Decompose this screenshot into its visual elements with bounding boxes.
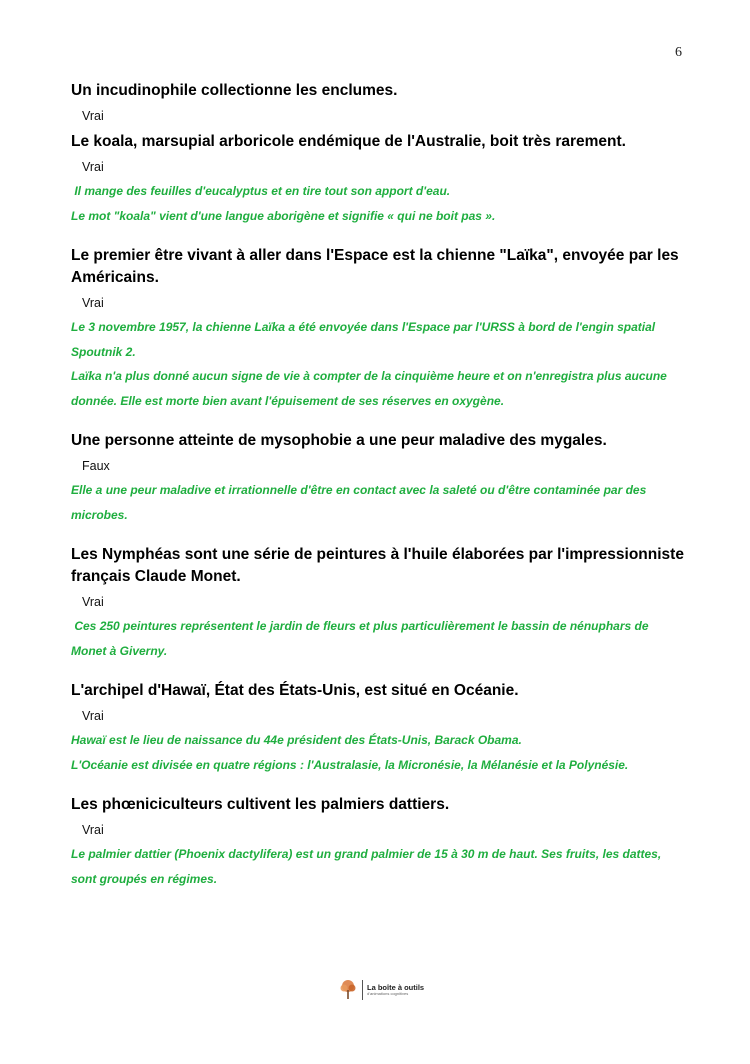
answer-text: Vrai xyxy=(82,595,104,609)
answer-text: Vrai xyxy=(82,296,104,310)
quiz-item xyxy=(71,80,686,125)
explanation-text: Elle a une peur maladive et irrationnelle d'être en contact avec la saleté ou d'être contaminée par des microbes. xyxy=(71,483,647,522)
answer-text: Vrai xyxy=(82,160,104,174)
explanation-text: Hawaï est le lieu de naissance du 44e président des États-Unis, Barack Obama. xyxy=(71,733,522,747)
question-text: Une personne atteinte de mysophobie a une peur maladive des mygales. xyxy=(71,432,607,449)
answer-text: Vrai xyxy=(82,823,104,837)
explanation-text: Il mange des feuilles d'eucalyptus et en tire tout son apport d'eau. xyxy=(71,184,451,198)
quiz-item xyxy=(71,794,686,891)
quiz-item xyxy=(71,680,686,777)
quiz-item xyxy=(71,131,686,228)
explanation-text: Laïka n'a plus donné aucun signe de vie à compter de la cinquième heure et on n'enregistra plus aucune donnée. Elle est morte bien avant l'épuisement de ses réserves en oxygène. xyxy=(71,369,667,408)
explanation-text: Le 3 novembre 1957, la chienne Laïka a été envoyée dans l'Espace par l'URSS à bord de l'engin spatial Spoutnik 2. xyxy=(71,320,656,359)
quiz-item xyxy=(71,544,686,663)
question-text: L'archipel d'Hawaï, État des États-Unis, est situé en Océanie. xyxy=(71,682,519,699)
question-text: Le koala, marsupial arboricole endémique de l'Australie, boit très rarement. xyxy=(71,133,626,150)
logo-divider xyxy=(362,980,363,1000)
quiz-item xyxy=(71,430,686,527)
logo-subtitle: d'animations cognitives xyxy=(367,991,409,997)
tree-icon xyxy=(338,979,358,1001)
quiz-content xyxy=(71,80,686,891)
explanation-text: L'Océanie est divisée en quatre régions : l'Australasie, la Micronésie, la Mélanésie et la Polynésie. xyxy=(71,757,629,772)
explanation-text: Le palmier dattier (Phoenix dactylifera) est un grand palmier de 15 à 30 m de haut. Ses fruits, les dattes, sont groupés en régimes. xyxy=(71,847,662,886)
logo-title: La boîte à outils xyxy=(367,982,425,992)
answer-text: Faux xyxy=(82,459,110,473)
question-text: Les phœniciculteurs cultivent les palmiers dattiers. xyxy=(71,796,450,813)
explanation-text: Ces 250 peintures représentent le jardin de fleurs et plus particulièrement le bassin de nénuphars de Monet à Giverny. xyxy=(71,619,652,658)
explanation-text: Le mot "koala" vient d'une langue aborigène et signifie « qui ne boit pas ». xyxy=(71,208,496,223)
answer-text: Vrai xyxy=(82,709,104,723)
answer-text: Vrai xyxy=(82,109,104,123)
question-text: Les Nymphéas sont une série de peintures à l'huile élaborées par l'impressionniste français Claude Monet. xyxy=(71,546,684,585)
quiz-item xyxy=(71,245,686,413)
question-text: Le premier être vivant à aller dans l'Espace est la chienne "Laïka", envoyée par les Américains. xyxy=(71,247,679,286)
question-text: Un incudinophile collectionne les enclumes. xyxy=(71,82,398,99)
logo-text xyxy=(367,984,424,997)
page-number: 6 xyxy=(675,45,682,60)
footer-logo xyxy=(338,979,424,1001)
